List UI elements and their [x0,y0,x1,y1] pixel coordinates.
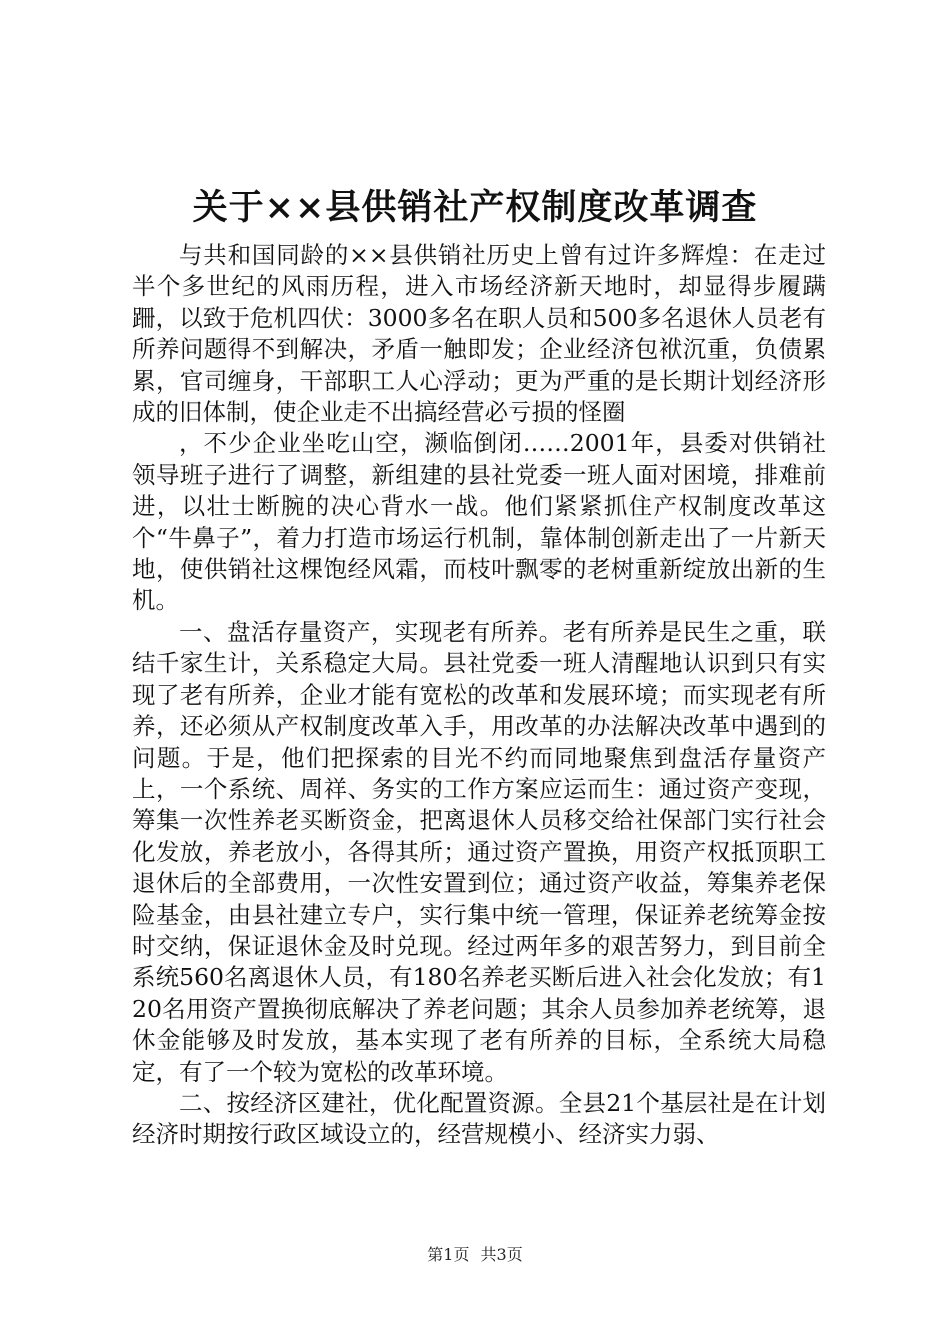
paragraph-section-two: 二、按经济区建社，优化配置资源。全县21个基层社是在计划经济时期按行政区域设立的，经营规模小、经济实力弱、 [132,1088,826,1149]
page-number: 第1页 [427,1245,470,1264]
page-footer [0,1242,950,1265]
paragraph-intro: 与共和国同龄的××县供销社历史上曾有过许多辉煌：在走过半个多世纪的风雨历程，进入市场经济新天地时，却显得步履蹒跚，以致于危机四伏：3000多名在职人员和500多名退休人员老有所养问题得不到解决，矛盾一触即发；企业经济包袱沉重，负债累累，官司缠身，干部职工人心浮动；更为严重的是长期计划经济形成的旧体制，使企业走不出搞经营必亏损的怪圈 [132,241,826,427]
document-body [132,240,826,1151]
paragraph-reform-background: ，不少企业坐吃山空，濒临倒闭……2001年，县委对供销社领导班子进行了调整，新组建的县社党委一班人面对困境，排难前进，以壮士断腕的决心背水一战。他们紧紧抓住产权制度改革这个“牛鼻子”，着力打造市场运行机制，靠体制创新走出了一片新天地，使供销社这棵饱经风霜，而枝叶飘零的老树重新绽放出新的生机。 [132,429,826,615]
paragraph-section-one: 一、盘活存量资产，实现老有所养。老有所养是民生之重，联结千家生计，关系稳定大局。县社党委一班人清醒地认识到只有实现了老有所养，企业才能有宽松的改革和发展环境；而实现老有所养，还必须从产权制度改革入手，用改革的办法解决改革中遇到的问题。于是，他们把探索的目光不约而同地聚焦到盘活存量资产上，一个系统、周祥、务实的工作方案应运而生：通过资产变现，筹集一次性养老买断资金，把离退休人员移交给社保部门实行社会化发放，养老放小，各得其所；通过资产置换，用资产权抵顶职工退休后的全部费用，一次性安置到位；通过资产收益，筹集养老保险基金，由县社建立专户，实行集中统一管理，保证养老统筹金按时交纳，保证退休金及时兑现。经过两年多的艰苦努力，到目前全系统560名离退休人员，有180名养老买断后进入社会化发放；有120名用资产置换彻底解决了养老问题；其余人员参加养老统筹，退休金能够及时发放，基本实现了老有所养的目标，全系统大局稳定，有了一个较为宽松的改革环境。 [132,617,826,1086]
document-title: 关于××县供销社产权制度改革调查 [192,187,758,228]
page-total: 共3页 [480,1245,523,1264]
